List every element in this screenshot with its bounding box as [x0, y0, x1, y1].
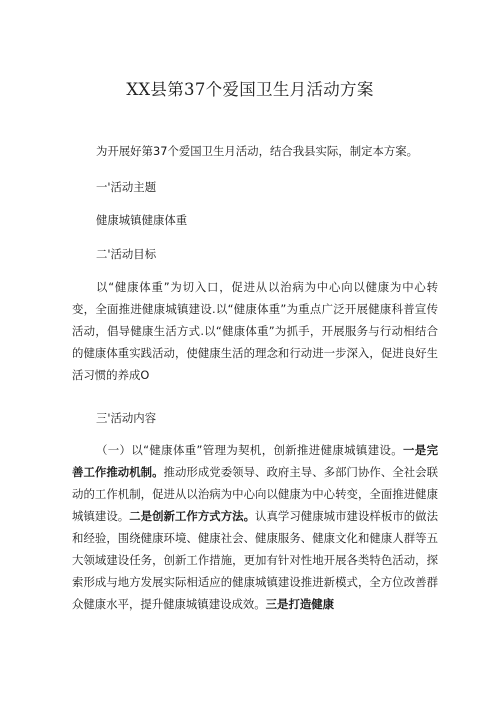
section1-text: 健康城镇健康体重 [96, 213, 188, 227]
section1-heading: 一'活动主题 [96, 180, 157, 194]
section3-text-2: 认真学习健康城市建设样板市的做法和经验，围绕健康环境、健康社会、健康服务、健康文化和健康人群等五大领域建设任务，创新工作措施，更加有针对性地开展各类特色活动，探索形成与地方发展实际相适应的健康城镇建设推进新模式，全方位改善群众健康水平，提升健康城镇建设成效。 [72, 509, 438, 611]
section2-paragraph: 以“健康体重”为切入口，促进从以治病为中心向以健康为中心转变，全面推进健康城镇建设.以“健康体重”为重点广泛开展健康科普宣传活动，倡导健康生活方式.以“健康体重”为抓手，开展服务与行动相结合的健康体重实践活动，使健康生活的理念和行动进一步深入，促进良好生活习惯的养成O [72, 280, 438, 382]
section2-heading: 二'活动目标 [96, 247, 157, 261]
section3-lead: （一）以“健康体重”管理为契机，创新推进健康城镇建设。 [96, 443, 404, 457]
section3-bold-1: 一是完善工作推动机制。 [72, 443, 438, 479]
section3-paragraph [72, 439, 438, 615]
section3-bold-2: 二是创新工作方式方法。 [129, 509, 256, 523]
intro-paragraph: 为开展好第37个爱国卫生月活动，结合我县实际，制定本方案。 [96, 144, 419, 158]
section3-bold-3: 三是打造健康 [265, 597, 335, 611]
document-title: XX县第37个爱国卫生月活动方案 [126, 80, 374, 99]
section3-heading: 三'活动内容 [96, 411, 157, 425]
section3-text-1: 推动形成党委领导、政府主导、多部门协作、全社会联动的工作机制，促进从以治病为中心向以健康为中心转变，全面推进健康城镇建设。 [72, 465, 438, 523]
